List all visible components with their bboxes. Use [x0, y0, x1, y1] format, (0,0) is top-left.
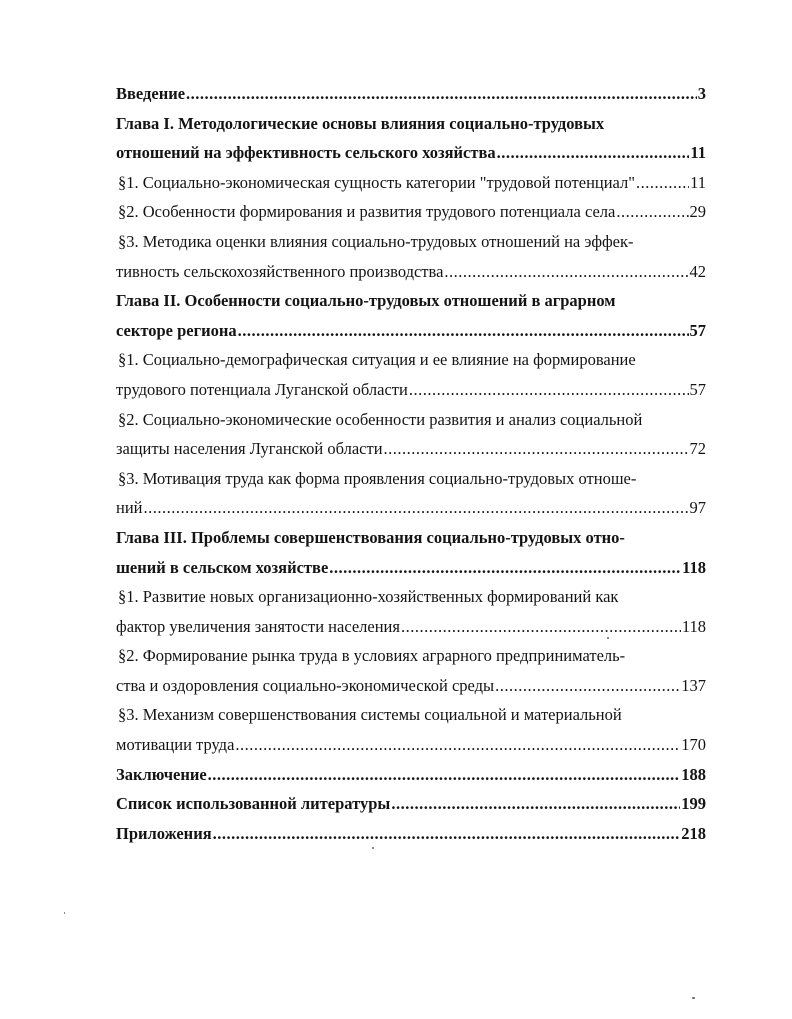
toc-section-2-2 [116, 405, 706, 435]
scan-speck [372, 847, 374, 849]
toc-entry-title: отношений на эффективность сельского хозяйства [116, 143, 496, 163]
toc-section-3-2-cont [116, 671, 706, 701]
dot-leader [495, 671, 680, 701]
toc-entry-title: §1. Развитие новых организационно-хозяйственных формирований как [118, 587, 619, 607]
toc-page-number: 118 [682, 557, 706, 577]
toc-entry-title: §1. Социально-демографическая ситуация и ее влияние на формирование [118, 350, 636, 370]
toc-section-3-1 [116, 582, 706, 612]
toc-page-number: 72 [689, 439, 706, 459]
toc-chapter-2-heading-cont [116, 316, 706, 346]
toc-section-3-2 [116, 641, 706, 671]
toc-entry-title: Введение [116, 84, 186, 103]
table-of-contents [116, 79, 706, 848]
toc-page-number: 218 [681, 823, 706, 843]
dot-leader [409, 375, 689, 405]
dot-leader [213, 819, 681, 849]
toc-page-number: 11 [690, 143, 706, 163]
dot-leader [238, 316, 689, 346]
dot-leader [616, 197, 688, 227]
toc-chapter-1-heading-cont [116, 138, 706, 168]
toc-section-1-3-cont [116, 257, 706, 287]
toc-entry-title: Глава III. Проблемы совершенствования социально-трудовых отно- [116, 527, 625, 547]
toc-page-number: 11 [690, 172, 706, 192]
toc-entry-title: шений в сельском хозяйстве [116, 557, 329, 577]
toc-page-number: 42 [689, 261, 706, 281]
dot-leader [208, 760, 681, 790]
toc-entry-references [116, 789, 706, 819]
toc-section-2-3 [116, 464, 706, 494]
toc-section-2-2-cont [116, 434, 706, 464]
toc-entry-appendix [116, 819, 706, 849]
toc-chapter-2-heading [116, 286, 706, 316]
toc-entry-title: фактор увеличения занятости населения [116, 616, 400, 636]
toc-entry-title: мотивации труда [116, 735, 235, 755]
toc-entry-introduction [116, 79, 706, 109]
toc-entry-title: §2. Формирование рынка труда в условиях аграрного предприниматель- [118, 646, 626, 666]
toc-section-3-1-cont [116, 612, 706, 642]
dot-leader [401, 612, 681, 642]
toc-page-number: 97 [689, 498, 706, 518]
toc-chapter-1-heading [116, 109, 706, 139]
scan-speck [64, 912, 65, 914]
toc-section-3-3 [116, 700, 706, 730]
toc-section-2-1 [116, 345, 706, 375]
toc-entry-title: трудового потенциала Луганской области [116, 379, 408, 399]
toc-chapter-3-heading [116, 523, 706, 553]
toc-section-1-2 [116, 197, 706, 227]
toc-entry-conclusion [116, 760, 706, 790]
scan-speck [692, 997, 695, 999]
toc-entry-title: §3. Методика оценки влияния социально-трудовых отношений на эффек- [118, 231, 634, 251]
toc-page-number: 199 [681, 794, 706, 814]
dot-leader [636, 168, 689, 198]
toc-entry-title: тивность сельскохозяйственного производства [116, 261, 444, 281]
toc-chapter-3-heading-cont [116, 553, 706, 583]
toc-entry-title: §3. Механизм совершенствования системы социальной и материальной [118, 705, 622, 725]
dot-leader [444, 257, 688, 287]
dot-leader [144, 493, 689, 523]
toc-entry-title: секторе региона [116, 320, 237, 340]
toc-entry-title: Глава II. Особенности социально-трудовых отношений в аграрном [116, 291, 616, 311]
toc-page-number: 3 [697, 84, 706, 103]
toc-entry-title: ний [116, 498, 143, 518]
dot-leader [235, 730, 680, 760]
toc-entry-title: §1. Социально-экономическая сущность категории "трудовой потенциал" [118, 172, 635, 192]
toc-page-number: 188 [681, 764, 706, 784]
toc-entry-title: §3. Мотивация труда как форма проявления социально-трудовых отноше- [118, 468, 637, 488]
dot-leader [497, 138, 690, 168]
toc-entry-title: защиты населения Луганской области [116, 439, 383, 459]
toc-page-number: 57 [689, 379, 706, 399]
toc-entry-title: Глава I. Методологические основы влияния социально-трудовых [116, 113, 605, 133]
dot-leader [186, 79, 697, 109]
toc-section-1-3 [116, 227, 706, 257]
toc-entry-title: §2. Социально-экономические особенности развития и анализ социальной [118, 409, 643, 429]
toc-page-number: 170 [681, 735, 706, 755]
toc-page-number: 118 [681, 616, 706, 636]
toc-entry-title: Приложения [116, 823, 212, 843]
scan-speck [607, 637, 609, 639]
toc-page-number: 57 [689, 320, 706, 340]
toc-entry-title: ства и оздоровления социально-экономической среды [116, 675, 495, 695]
toc-section-1-1 [116, 168, 706, 198]
dot-leader [329, 553, 681, 583]
toc-section-3-3-cont [116, 730, 706, 760]
toc-section-2-1-cont [116, 375, 706, 405]
toc-entry-title: §2. Особенности формирования и развития трудового потенциала села [118, 202, 616, 222]
toc-page-number: 29 [689, 202, 706, 222]
toc-section-2-3-cont [116, 493, 706, 523]
toc-entry-title: Заключение [116, 764, 207, 784]
toc-entry-title: Список использованной литературы [116, 794, 391, 814]
dot-leader [391, 789, 680, 819]
dot-leader [384, 434, 689, 464]
toc-page-number: 137 [681, 675, 706, 695]
